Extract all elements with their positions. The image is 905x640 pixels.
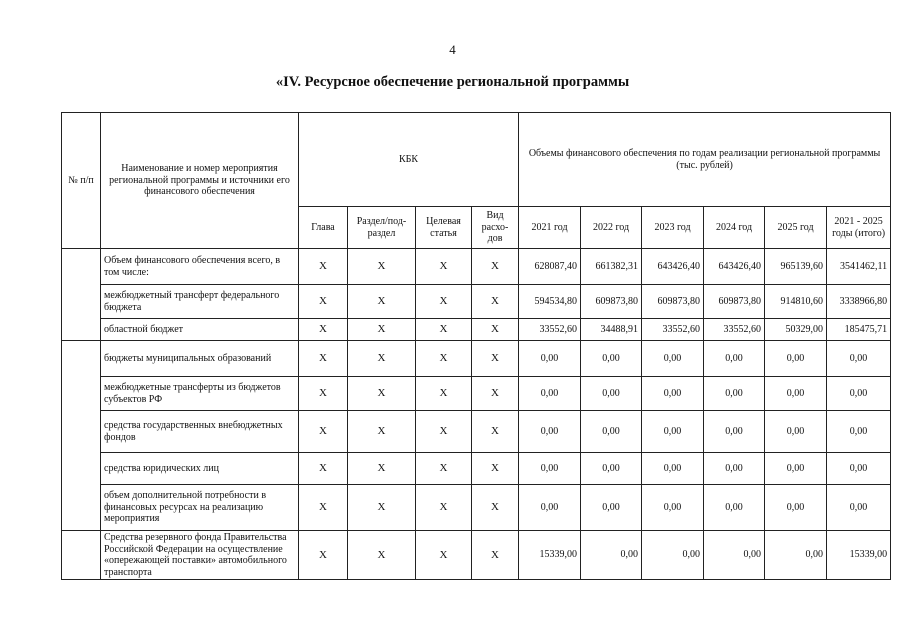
kbk-cell: X	[472, 285, 519, 319]
col-name-header: Наименование и номер мероприятия региональной программы и источники его финансового обеспечения	[101, 113, 299, 249]
kbk-cell: X	[299, 319, 348, 341]
value-cell: 15339,00	[827, 531, 891, 580]
value-cell: 0,00	[642, 531, 704, 580]
table-row	[62, 341, 891, 377]
section-title: «IV. Ресурсное обеспечение региональной программы	[275, 74, 630, 90]
year-col-header: 2021 год	[519, 207, 581, 249]
year-col-header: 2024 год	[704, 207, 765, 249]
value-cell: 0,00	[581, 341, 642, 377]
value-cell: 0,00	[765, 341, 827, 377]
row-number-cell	[62, 249, 101, 341]
value-cell: 185475,71	[827, 319, 891, 341]
table-row	[62, 411, 891, 453]
value-cell: 0,00	[765, 453, 827, 485]
kbk-cell: X	[472, 341, 519, 377]
kbk-cell: X	[416, 285, 472, 319]
row-name-cell: средства государственных внебюджетных фондов	[101, 411, 299, 453]
value-cell: 0,00	[519, 377, 581, 411]
value-cell: 0,00	[704, 453, 765, 485]
kbk-cell: X	[348, 319, 416, 341]
kbk-cell: X	[348, 453, 416, 485]
table-row	[62, 485, 891, 531]
kbk-cell: X	[348, 531, 416, 580]
kbk-cell: X	[472, 377, 519, 411]
value-cell: 643426,40	[704, 249, 765, 285]
value-cell: 0,00	[827, 377, 891, 411]
kbk-col-header: Глава	[299, 207, 348, 249]
kbk-cell: X	[416, 485, 472, 531]
value-cell: 0,00	[642, 341, 704, 377]
value-cell: 0,00	[642, 453, 704, 485]
kbk-cell: X	[299, 485, 348, 531]
row-name-cell: областной бюджет	[101, 319, 299, 341]
value-cell: 0,00	[519, 341, 581, 377]
kbk-cell: X	[416, 319, 472, 341]
kbk-cell: X	[416, 249, 472, 285]
kbk-cell: X	[416, 411, 472, 453]
value-cell: 0,00	[519, 485, 581, 531]
value-cell: 15339,00	[519, 531, 581, 580]
value-cell: 3541462,11	[827, 249, 891, 285]
value-cell: 609873,80	[642, 285, 704, 319]
value-cell: 0,00	[581, 377, 642, 411]
kbk-cell: X	[348, 249, 416, 285]
value-cell: 0,00	[765, 377, 827, 411]
value-cell: 0,00	[581, 453, 642, 485]
row-number-cell	[62, 531, 101, 580]
kbk-cell: X	[472, 453, 519, 485]
value-cell: 0,00	[704, 485, 765, 531]
kbk-cell: X	[416, 453, 472, 485]
table-row	[62, 531, 891, 580]
resource-table	[61, 112, 891, 580]
value-cell: 0,00	[704, 341, 765, 377]
row-name-cell: Объем финансового обеспечения всего, в том числе:	[101, 249, 299, 285]
kbk-cell: X	[472, 485, 519, 531]
value-cell: 0,00	[642, 485, 704, 531]
value-cell: 0,00	[827, 453, 891, 485]
value-cell: 0,00	[642, 411, 704, 453]
value-cell: 34488,91	[581, 319, 642, 341]
row-number-cell	[62, 341, 101, 531]
value-cell: 609873,80	[704, 285, 765, 319]
year-col-header: 2025 год	[765, 207, 827, 249]
kbk-cell: X	[299, 377, 348, 411]
value-cell: 33552,60	[519, 319, 581, 341]
value-cell: 661382,31	[581, 249, 642, 285]
value-cell: 0,00	[704, 531, 765, 580]
kbk-col-header: Вид расхо-дов	[472, 207, 519, 249]
value-cell: 594534,80	[519, 285, 581, 319]
kbk-header: КБК	[299, 113, 519, 207]
kbk-cell: X	[299, 341, 348, 377]
value-cell: 0,00	[642, 377, 704, 411]
table-row	[62, 377, 891, 411]
value-cell: 914810,60	[765, 285, 827, 319]
kbk-col-header: Раздел/под-раздел	[348, 207, 416, 249]
value-cell: 0,00	[704, 411, 765, 453]
row-name-cell: средства юридических лиц	[101, 453, 299, 485]
kbk-cell: X	[348, 285, 416, 319]
value-cell: 33552,60	[704, 319, 765, 341]
value-cell: 643426,40	[642, 249, 704, 285]
value-cell: 0,00	[827, 485, 891, 531]
year-col-header: 2022 год	[581, 207, 642, 249]
table-row	[62, 453, 891, 485]
row-name-cell: объем дополнительной потребности в финансовых ресурсах на реализацию мероприятия	[101, 485, 299, 531]
value-cell: 965139,60	[765, 249, 827, 285]
value-cell: 0,00	[581, 485, 642, 531]
kbk-cell: X	[416, 341, 472, 377]
row-name-cell: межбюджетные трансферты из бюджетов субъектов РФ	[101, 377, 299, 411]
value-cell: 50329,00	[765, 319, 827, 341]
kbk-cell: X	[416, 377, 472, 411]
row-name-cell: межбюджетный трансферт федерального бюджета	[101, 285, 299, 319]
table-row	[62, 319, 891, 341]
value-cell: 0,00	[765, 485, 827, 531]
value-cell: 0,00	[827, 341, 891, 377]
kbk-cell: X	[472, 531, 519, 580]
kbk-cell: X	[299, 411, 348, 453]
table-body	[62, 249, 891, 580]
col-number-header: № п/п	[62, 113, 101, 249]
value-cell: 0,00	[765, 531, 827, 580]
value-cell: 33552,60	[642, 319, 704, 341]
table-row	[62, 285, 891, 319]
value-cell: 0,00	[581, 411, 642, 453]
value-cell: 0,00	[704, 377, 765, 411]
value-cell: 609873,80	[581, 285, 642, 319]
kbk-cell: X	[348, 485, 416, 531]
value-cell: 0,00	[519, 411, 581, 453]
volumes-header: Объемы финансового обеспечения по годам реализации региональной программы (тыс. рублей)	[519, 113, 891, 207]
kbk-cell: X	[299, 453, 348, 485]
kbk-cell: X	[348, 377, 416, 411]
row-name-cell: Средства резервного фонда Правительства Российской Федерации на осуществление «опережающей поставки» автомобильного транспорта	[101, 531, 299, 580]
kbk-cell: X	[348, 411, 416, 453]
value-cell: 3338966,80	[827, 285, 891, 319]
kbk-cell: X	[472, 411, 519, 453]
kbk-cell: X	[348, 341, 416, 377]
kbk-cell: X	[299, 285, 348, 319]
page-number: 4	[449, 42, 456, 57]
table-row	[62, 249, 891, 285]
year-col-header: 2023 год	[642, 207, 704, 249]
kbk-cell: X	[472, 249, 519, 285]
kbk-cell: X	[416, 531, 472, 580]
kbk-col-header: Целевая статья	[416, 207, 472, 249]
kbk-cell: X	[299, 531, 348, 580]
kbk-cell: X	[299, 249, 348, 285]
value-cell: 0,00	[765, 411, 827, 453]
row-name-cell: бюджеты муниципальных образований	[101, 341, 299, 377]
value-cell: 0,00	[827, 411, 891, 453]
year-col-header: 2021 - 2025 годы (итого)	[827, 207, 891, 249]
value-cell: 628087,40	[519, 249, 581, 285]
value-cell: 0,00	[519, 453, 581, 485]
kbk-cell: X	[472, 319, 519, 341]
value-cell: 0,00	[581, 531, 642, 580]
